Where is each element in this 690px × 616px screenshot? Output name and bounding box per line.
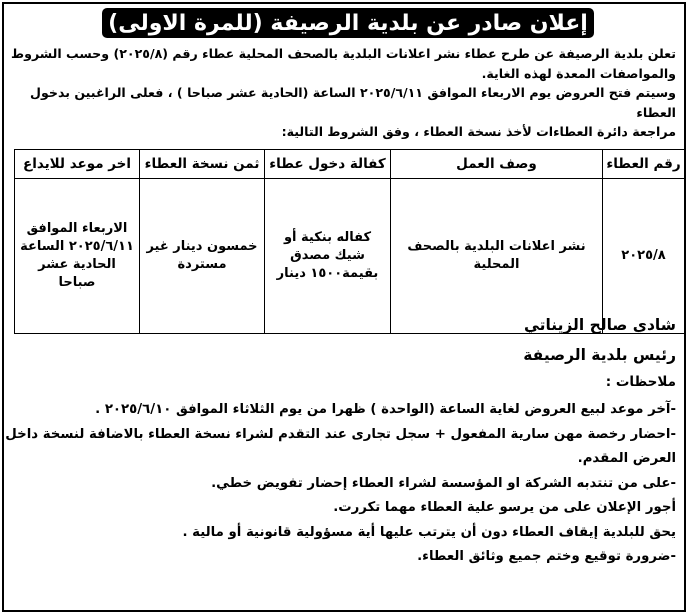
title-banner	[102, 8, 594, 38]
note-item: -احضار رخصة مهن سارية المفعول + سجل تجارى عند التقدم لشراء نسخة العطاء بالاضافة لنسخة داخل	[5, 426, 676, 442]
header-tender-number: رقم العطاء	[603, 150, 685, 179]
signature-block	[523, 316, 676, 376]
announcement-title: إعلان صادر عن بلدية الرصيفة (للمرة الاولى)	[108, 10, 588, 36]
header-bid-guarantee: كفالة دخول عطاء	[265, 150, 391, 179]
signatory-position: رئيس بلدية الرصيفة	[523, 346, 676, 364]
header-work-description: وصف العمل	[391, 150, 603, 179]
header-deadline: اخر موعد للايداع	[15, 150, 140, 179]
cell-bid-guarantee: كفاله بنكية أو شيك مصدق بقيمة١٥٠٠ دينار	[265, 179, 391, 334]
signatory-name: شادي صالح الزيناتي	[523, 316, 676, 334]
table-row	[15, 179, 685, 334]
notes-list	[2, 398, 676, 570]
cell-work-description: نشر اعلانات البلدية بالصحف المحلية	[391, 179, 603, 334]
cell-tender-number: ٢٠٢٥/٨	[603, 179, 685, 334]
intro-text	[4, 44, 676, 142]
note-item: العرض المقدم.	[577, 451, 676, 466]
note-item: -ضرورة توقيع وختم جميع وثائق العطاء.	[417, 549, 676, 564]
intro-line: تعلن بلدية الرصيفة عن طرح عطاء نشر اعلانات البلدية بالصحف المحلية عطاء رقم (٢٠٢٥/٨) وحسب الشروط	[11, 46, 676, 61]
intro-line: مراجعة دائرة العطاءات لأخذ نسخة العطاء ، وفق الشروط التالية:	[281, 124, 676, 139]
table-header-row	[15, 150, 685, 179]
intro-line: والمواصفات المعدة لهذه الغاية.	[481, 65, 676, 81]
note-item: يحق للبلدية إيقاف العطاء دون أن يترتب عليها أية مسؤولية قانونية أو مالية .	[182, 524, 676, 540]
note-item: -آخر موعد لبيع العروض لغاية الساعة (الواحدة ) ظهرا من يوم الثلاثاء الموافق ٢٠٢٥/٦/١٠ .	[95, 402, 676, 417]
note-item: -على من تنتدبه الشركة او المؤسسة لشراء العطاء إحضار تفويض خطي.	[211, 475, 676, 491]
notes-heading: ملاحظات :	[605, 374, 676, 390]
cell-deadline: الاربعاء الموافق ٢٠٢٥/٦/١١ الساعة الحادية عشر صباحا	[15, 179, 140, 334]
note-item: أجور الإعلان على من يرسو علية العطاء مهما تكررت.	[333, 500, 676, 515]
tender-table	[14, 149, 685, 334]
announcement-frame	[2, 2, 686, 612]
cell-copy-price: خمسون دينار غير مستردة	[140, 179, 265, 334]
header-copy-price: ثمن نسخة العطاء	[140, 150, 265, 179]
intro-line: وسيتم فتح العروض يوم الاربعاء الموافق ٢٠٢٥/٦/١١ الساعة (الحادية عشر صباحا ) ، فعلى الراغبين بدخول العطاء	[30, 85, 676, 120]
